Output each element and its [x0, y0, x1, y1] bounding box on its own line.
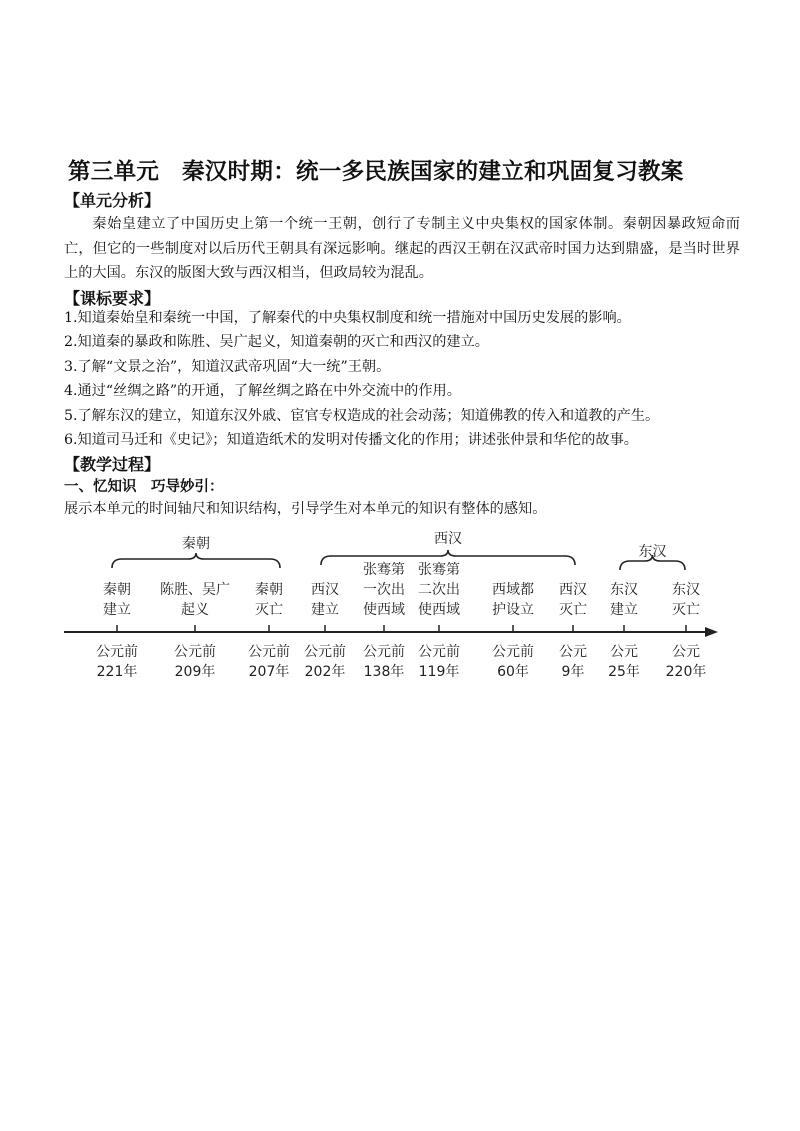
timeline-event-label: 西域都 [492, 582, 534, 598]
timeline-date-label: 207年 [248, 664, 290, 680]
timeline-date-label: 60年 [497, 664, 529, 680]
timeline-date-label: 公元前 [492, 644, 534, 660]
timeline-date-label: 119年 [418, 664, 460, 680]
timeline-event-label: 起义 [181, 602, 209, 618]
timeline-event-label: 灭亡 [672, 602, 700, 618]
timeline-event-label: 一次出 [363, 582, 405, 598]
timeline-date-label: 公元前 [174, 644, 216, 660]
timeline-event-label: 东汉 [610, 582, 638, 598]
standards-item: 1.知道秦始皇和秦统一中国，了解秦代的中央集权制度和统一措施对中国历史发展的影响。 [64, 310, 631, 326]
timeline-event-label: 建立 [311, 602, 339, 618]
timeline-event-label: 西汉 [559, 582, 587, 598]
timeline-event-label: 陈胜、吴广 [160, 582, 230, 598]
timeline-event-label: 秦朝 [103, 582, 131, 598]
timeline-date-label: 25年 [608, 664, 640, 680]
timeline-event-label: 张骞第 [418, 562, 460, 578]
unit-analysis-heading: 【单元分析】 [64, 191, 161, 210]
timeline-date-label: 公元 [672, 644, 700, 660]
process-intro: 展示本单元的时间轴尺和知识结构，引导学生对本单元的知识有整体的感知。 [64, 501, 547, 517]
standards-list [64, 306, 754, 452]
timeline-period-label: 西汉 [434, 531, 462, 547]
timeline-date-label: 公元 [610, 644, 638, 660]
timeline-date-label: 公元前 [363, 644, 405, 660]
timeline-event-label: 灭亡 [255, 602, 283, 618]
timeline-date-label: 公元前 [418, 644, 460, 660]
timeline-event-label: 使西域 [363, 602, 405, 618]
standards-item: 2.知道秦的暴政和陈胜、吴广起义，知道秦朝的灭亡和西汉的建立。 [64, 334, 489, 351]
timeline-event-label: 建立 [103, 602, 131, 618]
timeline-diagram [0, 520, 800, 700]
timeline-date-label: 9年 [561, 664, 585, 680]
timeline-event-label: 张骞第 [363, 562, 405, 578]
timeline-date-label: 220年 [665, 664, 707, 680]
process-heading: 【教学过程】 [64, 455, 161, 474]
timeline-date-label: 公元 [559, 644, 587, 660]
standards-item: 5.了解东汉的建立，知道东汉外戚、宦官专权造成的社会动荡；知道佛教的传入和道教的产生。 [64, 407, 660, 424]
timeline-event-label: 使西域 [418, 602, 460, 618]
timeline-arrow-icon [705, 627, 718, 637]
timeline-event-label: 护设立 [492, 602, 534, 618]
process-subheading: 一、忆知识 巧导妙引： [64, 478, 224, 495]
standards-heading: 【课标要求】 [64, 289, 161, 308]
timeline-event-label: 秦朝 [255, 582, 283, 598]
unit-analysis-text: 秦始皇建立了中国历史上第一个统一王朝，创行了专制主义中央集权的国家体制。秦朝因暴政短命而亡，但它的一些制度对以后历代王朝具有深远影响。继起的西汉王朝在汉武帝时国力达到鼎盛，是当时世界上的大国。东汉的版图大致与西汉相当，但政局较为混乱。 [64, 216, 740, 281]
timeline-event-label: 二次出 [418, 582, 460, 598]
timeline-period-label: 东汉 [638, 544, 667, 560]
standards-item: 3.了解“文景之治”，知道汉武帝巩固“大一统”王朝。 [64, 358, 391, 375]
timeline-date-label: 公元前 [96, 644, 138, 660]
timeline-date-label: 221年 [96, 664, 138, 680]
timeline-date-label: 202年 [304, 664, 346, 680]
page-title: 第三单元 秦汉时期：统一多民族国家的建立和巩固复习教案 [68, 159, 684, 185]
timeline-date-label: 138年 [363, 664, 405, 680]
timeline-date-label: 公元前 [248, 644, 290, 660]
timeline-event-label: 建立 [610, 602, 638, 618]
standards-item: 6.知道司马迁和《史记》；知道造纸术的发明对传播文化的作用；讲述张仲景和华佗的故事。 [64, 431, 638, 448]
timeline-date-label: 209年 [174, 664, 216, 680]
standards-item: 4.通过“丝绸之路”的开通，了解丝绸之路在中外交流中的作用。 [64, 383, 461, 400]
timeline-event-label: 灭亡 [559, 602, 587, 618]
timeline-period-label: 秦朝 [182, 536, 210, 552]
timeline-event-label: 东汉 [672, 582, 700, 598]
timeline-period-brace [112, 553, 280, 568]
timeline-date-label: 公元前 [304, 644, 346, 660]
timeline-event-label: 西汉 [311, 582, 339, 598]
